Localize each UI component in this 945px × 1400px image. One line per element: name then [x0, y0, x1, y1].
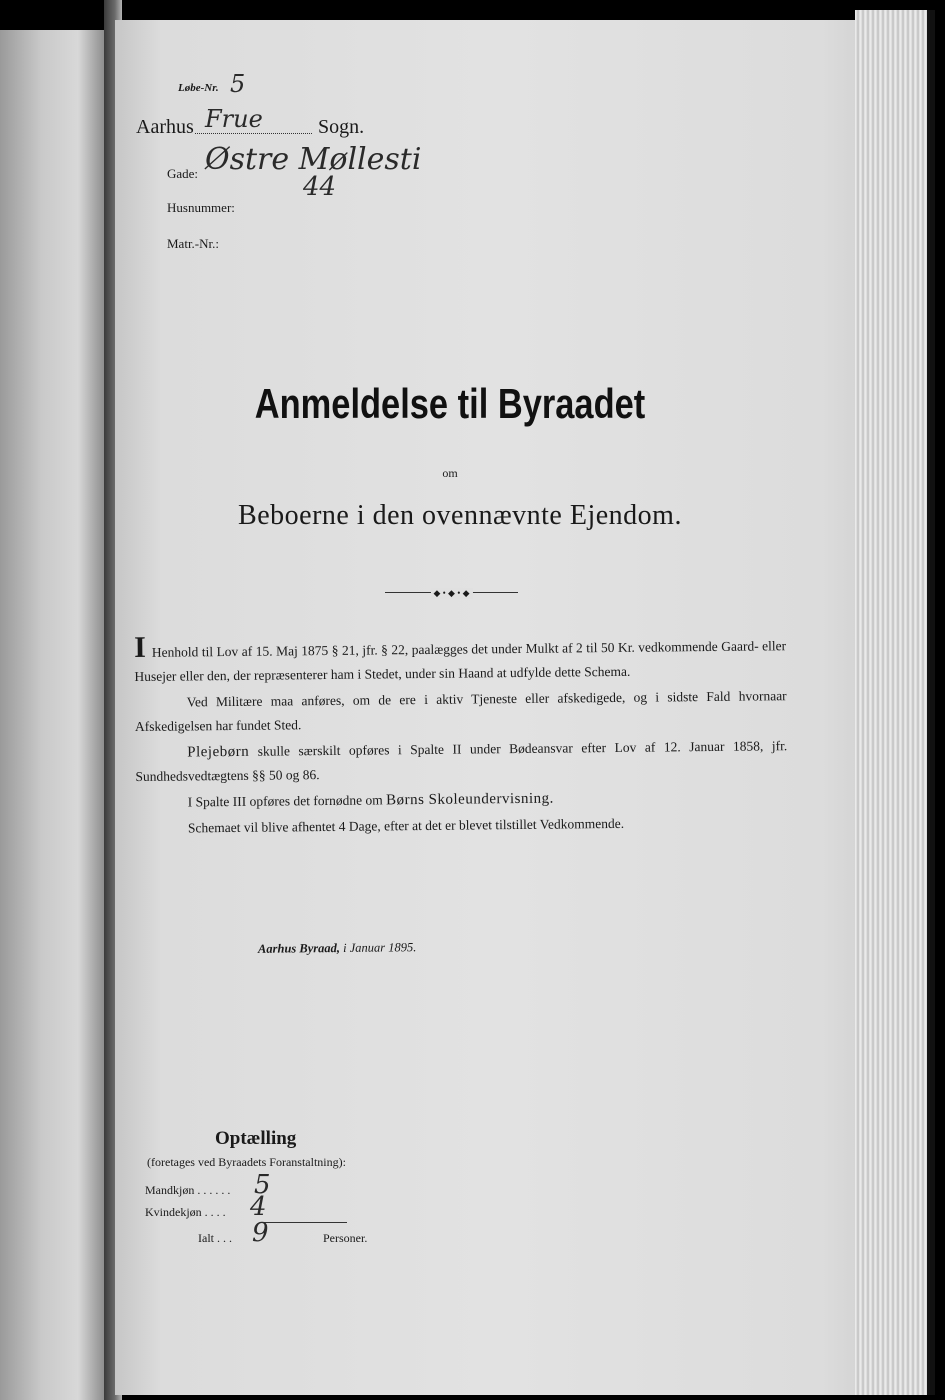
sum-line [262, 1222, 347, 1223]
sogn-value: Frue [205, 105, 263, 133]
gade-label: Gade: [167, 166, 199, 181]
ornament-glyph: ◆ • ◆ • ◆ [430, 588, 472, 599]
paragraph-4-text: I Spalte III opføres det fornødne om [187, 792, 387, 810]
optaelling-subtitle: (foretages ved Byraadets Foranstaltning): [147, 1155, 346, 1169]
paragraph-1 [134, 631, 786, 689]
kvindekjon-value: 4 [250, 1192, 267, 1222]
kvindekjon-label: Kvindekjøn . . . . [145, 1205, 226, 1219]
signature-org: Aarhus Byraad, [257, 940, 341, 956]
title-connector: om [442, 466, 458, 480]
husnummer-value: 44 [303, 172, 337, 202]
left-page-edge [0, 30, 104, 1400]
document-title: Anmeldelse til Byraadet [254, 380, 646, 427]
drop-cap: I [133, 630, 146, 664]
mandkjon-value: 5 [254, 1170, 271, 1200]
ialt-label: Ialt . . . [198, 1231, 232, 1245]
mandkjon-label: Mandkjøn . . . . . . [145, 1183, 231, 1197]
paragraph-3-text: skulle særskilt opføres i Spalte II under Bødeansvar efter Lov af 12. Januar 1858, jfr. Sundhedsvedtægtens §§ 50 og 86. [135, 738, 788, 784]
loebe-nr-label: Løbe-Nr. [178, 82, 219, 94]
signature-line [258, 940, 417, 957]
paragraph-3 [135, 734, 787, 789]
ornament-divider [385, 588, 518, 598]
personer-label: Personer. [323, 1231, 368, 1245]
gade-value: Østre Møllesti [205, 142, 422, 177]
aarhus-label: Aarhus [136, 116, 194, 138]
skoleundervisning-lead: Børns Skoleundervisning. [385, 790, 554, 809]
paragraph-5: Schemaet vil blive afhentet 4 Dage, efter at det er blevet tilstillet Vedkommende. [187, 815, 625, 836]
ialt-value: 9 [252, 1218, 269, 1248]
paragraph-2: Ved Militære maa anføres, om de ere i aktiv Tjeneste eller afskedigede, og i sidste Fald hvornaar Afskedigelsen har fundet Sted. [134, 688, 787, 734]
instructions-body [134, 631, 788, 843]
signature-date: i Januar 1895. [343, 940, 417, 955]
plejeborn-lead: Plejebørn [187, 743, 250, 761]
document-subtitle: Beboerne i den ovennævnte Ejendom. [238, 500, 682, 531]
sogn-dotted-line [195, 133, 312, 134]
husnummer-label: Husnummer: [167, 200, 235, 215]
paragraph-1-text: Henhold til Lov af 15. Maj 1875 § 21, jfr. § 22, paalægges det under Mulkt af 2 til 50 Kr. vedkommende Gaard- eller Husejer eller den, der repræsenterer ham i Stedet, under sin Haand at udfylde dette Schema. [134, 638, 787, 684]
optaelling-title: Optælling [215, 1128, 297, 1149]
matr-nr-label: Matr.-Nr.: [167, 236, 219, 251]
page-edges [855, 10, 935, 1395]
loebe-nr-value: 5 [230, 70, 246, 98]
sogn-label: Sogn. [318, 116, 365, 138]
